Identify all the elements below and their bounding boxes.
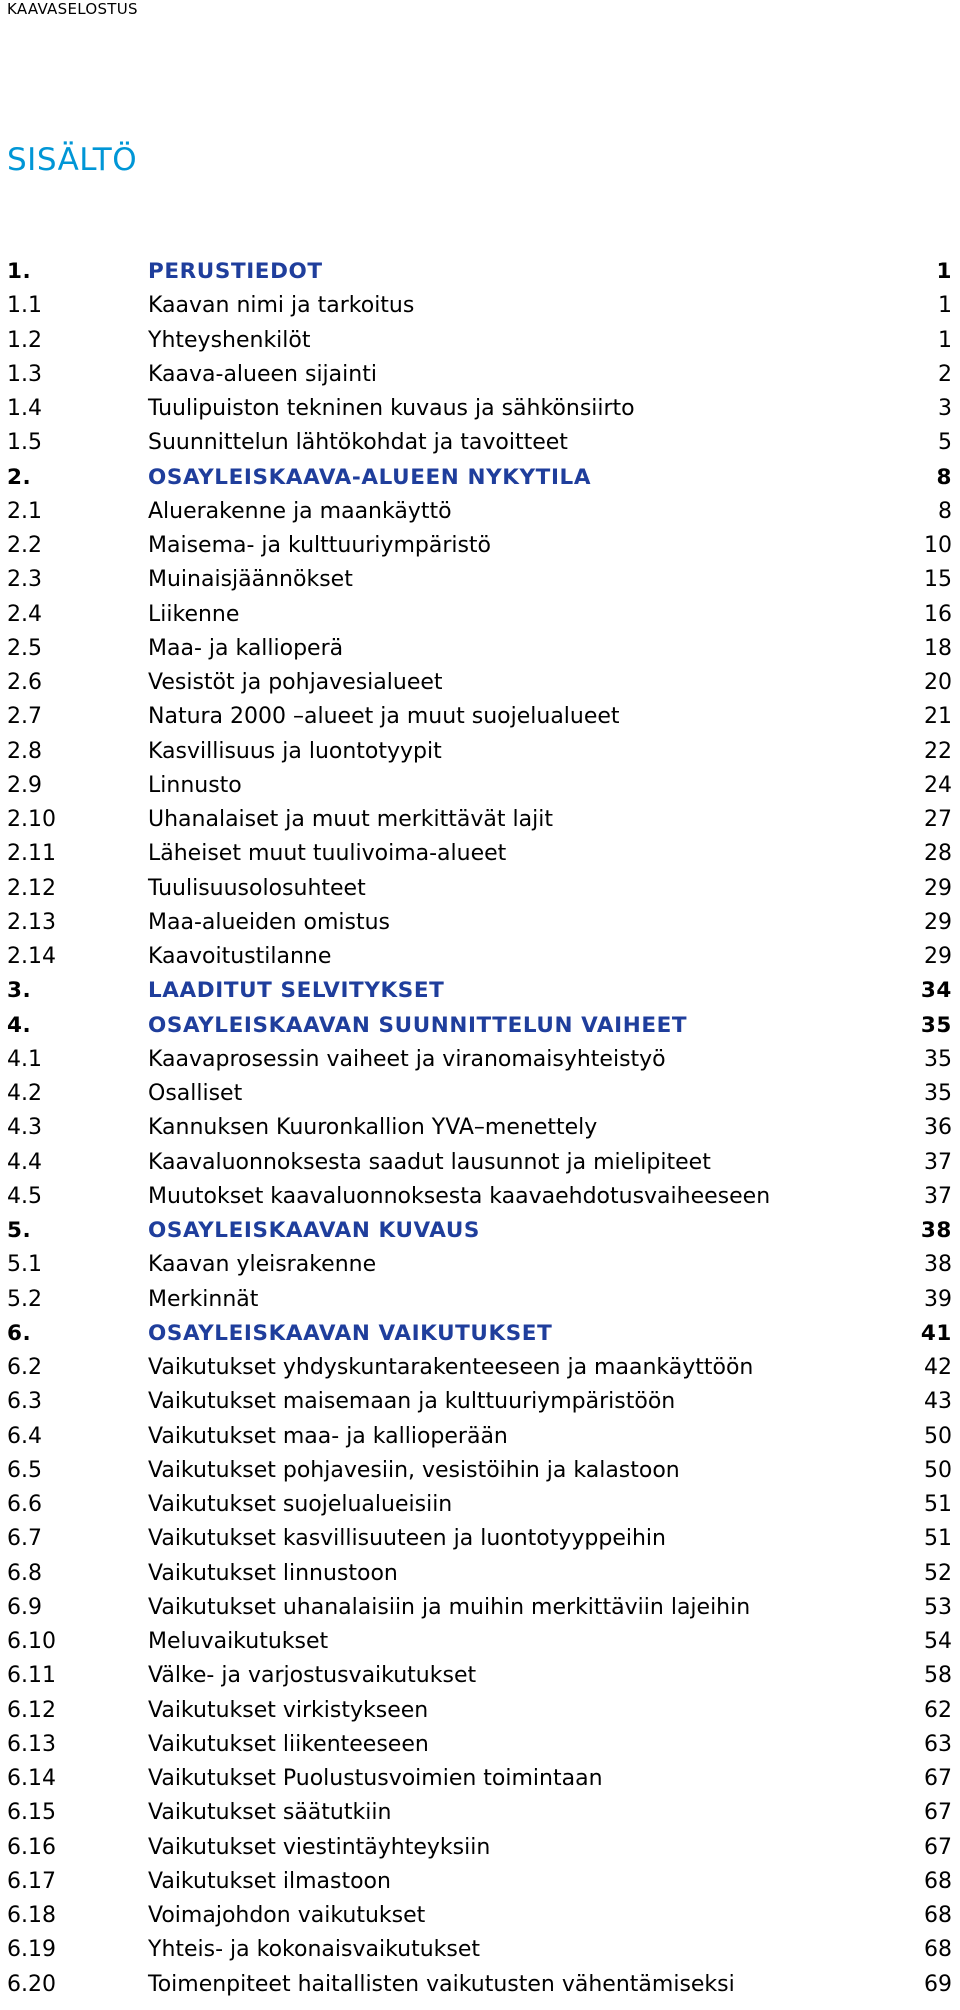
toc-row bbox=[0, 872, 960, 906]
toc-title: OSAYLEISKAAVAN SUUNNITTELUN VAIHEET bbox=[148, 1012, 688, 1038]
toc-title: Kaavan nimi ja tarkoitus bbox=[148, 293, 415, 319]
toc-row bbox=[0, 700, 960, 734]
toc-row bbox=[0, 1968, 960, 2002]
toc-number: 6.8 bbox=[7, 1560, 42, 1586]
toc-number: 4.2 bbox=[7, 1081, 42, 1106]
toc-row bbox=[0, 1899, 960, 1933]
toc-page-number: 39 bbox=[924, 1286, 952, 1312]
toc-number: 3. bbox=[7, 978, 32, 1004]
toc-page-number: 22 bbox=[924, 738, 952, 764]
toc-number: 6.14 bbox=[7, 1766, 56, 1791]
toc-page-number: 67 bbox=[924, 1834, 952, 1860]
toc-number: 6.12 bbox=[7, 1697, 56, 1723]
toc-title: LAADITUT SELVITYKSET bbox=[148, 978, 445, 1004]
toc-row bbox=[0, 529, 960, 563]
toc-page-number: 1 bbox=[936, 259, 952, 284]
toc-page-number: 58 bbox=[924, 1663, 952, 1689]
toc-number: 6.4 bbox=[7, 1423, 42, 1449]
toc-number: 6.9 bbox=[7, 1594, 42, 1620]
toc-title: Muutokset kaavaluonnoksesta kaavaehdotusvaiheeseen bbox=[148, 1183, 771, 1209]
toc-row bbox=[0, 426, 960, 460]
toc-number: 1.4 bbox=[7, 396, 42, 421]
toc-title: Liikenne bbox=[148, 601, 240, 627]
toc-number: 6.5 bbox=[7, 1457, 42, 1483]
toc-title: Suunnittelun lähtökohdat ja tavoitteet bbox=[148, 430, 568, 456]
toc-number: 2.9 bbox=[7, 772, 42, 798]
toc-row bbox=[0, 1694, 960, 1728]
toc-page-number: 28 bbox=[924, 841, 952, 867]
toc-number: 4.3 bbox=[7, 1115, 42, 1141]
toc-row bbox=[0, 1762, 960, 1796]
toc-number: 6.15 bbox=[7, 1800, 56, 1826]
toc-page-number: 35 bbox=[920, 1012, 952, 1038]
toc-row bbox=[0, 803, 960, 837]
page-title: SISÄLTÖ bbox=[7, 142, 138, 178]
toc-number: 2.10 bbox=[7, 807, 56, 832]
toc-row bbox=[0, 1043, 960, 1077]
toc-title: Vaikutukset Puolustusvoimien toimintaan bbox=[148, 1766, 603, 1791]
toc-row bbox=[0, 1111, 960, 1145]
toc-page-number: 62 bbox=[924, 1697, 952, 1723]
toc-title: Maa-alueiden omistus bbox=[148, 909, 390, 935]
toc-title: Vaikutukset linnustoon bbox=[148, 1560, 398, 1586]
toc-row bbox=[0, 324, 960, 358]
toc-row bbox=[0, 632, 960, 666]
toc-title: Vaikutukset maa- ja kallioperään bbox=[148, 1423, 508, 1449]
toc-number: 1.2 bbox=[7, 327, 42, 353]
toc-number: 6.10 bbox=[7, 1629, 56, 1654]
toc-row bbox=[0, 769, 960, 803]
toc-title: Toimenpiteet haitallisten vaikutusten vähentämiseksi bbox=[148, 1971, 735, 1997]
toc-number: 4.5 bbox=[7, 1183, 42, 1209]
toc-page-number: 36 bbox=[924, 1115, 952, 1141]
toc-row bbox=[0, 392, 960, 426]
toc-page-number: 5 bbox=[938, 430, 952, 456]
toc-row bbox=[0, 358, 960, 392]
toc-page-number: 27 bbox=[924, 807, 952, 832]
toc-row bbox=[0, 1728, 960, 1762]
toc-page-number: 16 bbox=[924, 601, 952, 627]
toc-number: 1.5 bbox=[7, 430, 42, 456]
toc-title: Läheiset muut tuulivoima-alueet bbox=[148, 841, 507, 867]
toc-number: 2. bbox=[7, 464, 32, 490]
toc-row bbox=[0, 1351, 960, 1385]
toc-row bbox=[0, 1248, 960, 1282]
toc-title: Maisema- ja kulttuuriympäristö bbox=[148, 533, 492, 558]
toc-title: Tuulipuiston tekninen kuvaus ja sähkönsiirto bbox=[148, 396, 635, 421]
toc-row bbox=[0, 495, 960, 529]
toc-page-number: 51 bbox=[924, 1492, 952, 1517]
toc-row bbox=[0, 598, 960, 632]
toc-title: Vaikutukset liikenteeseen bbox=[148, 1731, 429, 1757]
toc-row bbox=[0, 666, 960, 700]
toc-page-number: 50 bbox=[924, 1423, 952, 1449]
toc-number: 6.16 bbox=[7, 1834, 56, 1860]
toc-page-number: 10 bbox=[924, 533, 952, 558]
table-of-contents bbox=[0, 255, 960, 2002]
toc-row bbox=[0, 837, 960, 871]
toc-page-number: 53 bbox=[924, 1594, 952, 1620]
toc-page-number: 67 bbox=[924, 1766, 952, 1791]
toc-number: 4. bbox=[7, 1012, 32, 1038]
toc-row bbox=[0, 1385, 960, 1419]
toc-title: Vaikutukset suojelualueisiin bbox=[148, 1492, 453, 1517]
toc-row bbox=[0, 289, 960, 323]
toc-page-number: 35 bbox=[924, 1046, 952, 1072]
toc-row bbox=[0, 1831, 960, 1865]
toc-title: Kaavaprosessin vaiheet ja viranomaisyhteistyö bbox=[148, 1046, 666, 1072]
toc-number: 5. bbox=[7, 1218, 32, 1243]
toc-page-number: 3 bbox=[938, 396, 952, 421]
toc-page-number: 8 bbox=[938, 498, 952, 524]
toc-title: Vaikutukset pohjavesiin, vesistöihin ja kalastoon bbox=[148, 1457, 680, 1483]
toc-page-number: 29 bbox=[924, 944, 952, 969]
toc-number: 2.12 bbox=[7, 875, 56, 901]
toc-title: PERUSTIEDOT bbox=[148, 259, 323, 284]
toc-title: Vaikutukset säätutkiin bbox=[148, 1800, 392, 1826]
toc-section-row bbox=[0, 461, 960, 495]
toc-title: Natura 2000 –alueet ja muut suojelualueet bbox=[148, 704, 620, 730]
toc-number: 2.2 bbox=[7, 533, 42, 558]
toc-title: Yhteyshenkilöt bbox=[148, 327, 311, 353]
toc-page-number: 2 bbox=[938, 361, 952, 387]
toc-page-number: 38 bbox=[920, 1218, 952, 1243]
toc-number: 4.1 bbox=[7, 1046, 42, 1072]
toc-number: 1.1 bbox=[7, 293, 42, 319]
toc-row bbox=[0, 1077, 960, 1111]
toc-page-number: 35 bbox=[924, 1081, 952, 1106]
toc-number: 1.3 bbox=[7, 361, 42, 387]
toc-number: 5.2 bbox=[7, 1286, 42, 1312]
toc-title: Meluvaikutukset bbox=[148, 1629, 329, 1654]
toc-page-number: 1 bbox=[938, 327, 952, 353]
running-header: KAAVASELOSTUS bbox=[7, 0, 138, 18]
toc-page-number: 42 bbox=[924, 1355, 952, 1380]
toc-row bbox=[0, 1659, 960, 1693]
toc-page-number: 67 bbox=[924, 1800, 952, 1826]
toc-row bbox=[0, 1488, 960, 1522]
toc-row bbox=[0, 940, 960, 974]
toc-number: 2.4 bbox=[7, 601, 42, 627]
toc-title: Vaikutukset maisemaan ja kulttuuriympäristöön bbox=[148, 1389, 676, 1415]
toc-number: 6.3 bbox=[7, 1389, 42, 1415]
toc-number: 6.13 bbox=[7, 1731, 56, 1757]
toc-page-number: 51 bbox=[924, 1526, 952, 1552]
toc-page-number: 68 bbox=[924, 1937, 952, 1963]
toc-title: Vaikutukset virkistykseen bbox=[148, 1697, 429, 1723]
toc-title: Merkinnät bbox=[148, 1286, 259, 1312]
toc-number: 6.20 bbox=[7, 1971, 56, 1997]
toc-row bbox=[0, 1283, 960, 1317]
toc-page-number: 69 bbox=[924, 1971, 952, 1997]
toc-number: 6.11 bbox=[7, 1663, 56, 1689]
toc-title: Voimajohdon vaikutukset bbox=[148, 1903, 426, 1928]
toc-title: Kaavoitustilanne bbox=[148, 944, 332, 969]
toc-title: Linnusto bbox=[148, 772, 242, 798]
toc-number: 2.11 bbox=[7, 841, 56, 867]
toc-title: Vaikutukset kasvillisuuteen ja luontotyyppeihin bbox=[148, 1526, 666, 1552]
toc-page-number: 29 bbox=[924, 875, 952, 901]
toc-title: Vesistöt ja pohjavesialueet bbox=[148, 670, 443, 695]
toc-number: 2.3 bbox=[7, 567, 42, 593]
toc-section-row bbox=[0, 1009, 960, 1043]
toc-number: 6.2 bbox=[7, 1355, 42, 1380]
toc-title: Kannuksen Kuuronkallion YVA–menettely bbox=[148, 1115, 598, 1141]
toc-page-number: 68 bbox=[924, 1868, 952, 1894]
toc-page-number: 63 bbox=[924, 1731, 952, 1757]
toc-row bbox=[0, 1625, 960, 1659]
toc-number: 2.5 bbox=[7, 635, 42, 661]
toc-page-number: 54 bbox=[924, 1629, 952, 1654]
toc-title: Vaikutukset uhanalaisiin ja muihin merkittäviin lajeihin bbox=[148, 1594, 751, 1620]
toc-title: Kaava-alueen sijainti bbox=[148, 361, 377, 387]
toc-title: Uhanalaiset ja muut merkittävät lajit bbox=[148, 807, 553, 832]
toc-row bbox=[0, 1557, 960, 1591]
toc-row bbox=[0, 1591, 960, 1625]
toc-title: Maa- ja kallioperä bbox=[148, 635, 344, 661]
toc-number: 6.18 bbox=[7, 1903, 56, 1928]
toc-page-number: 29 bbox=[924, 909, 952, 935]
toc-page-number: 20 bbox=[924, 670, 952, 695]
toc-title: Muinaisjäännökset bbox=[148, 567, 353, 593]
toc-title: Vaikutukset viestintäyhteyksiin bbox=[148, 1834, 491, 1860]
toc-title: OSAYLEISKAAVA-ALUEEN NYKYTILA bbox=[148, 464, 592, 490]
toc-title: Kasvillisuus ja luontotyypit bbox=[148, 738, 442, 764]
toc-number: 2.8 bbox=[7, 738, 42, 764]
toc-row bbox=[0, 1180, 960, 1214]
toc-section-row bbox=[0, 1214, 960, 1248]
toc-page-number: 37 bbox=[924, 1149, 952, 1175]
toc-section-row bbox=[0, 974, 960, 1008]
toc-title: OSAYLEISKAAVAN VAIKUTUKSET bbox=[148, 1320, 553, 1346]
toc-number: 2.1 bbox=[7, 498, 42, 524]
toc-row bbox=[0, 563, 960, 597]
toc-page-number: 43 bbox=[924, 1389, 952, 1415]
toc-number: 2.6 bbox=[7, 670, 42, 695]
toc-number: 2.14 bbox=[7, 944, 56, 969]
toc-row bbox=[0, 1522, 960, 1556]
toc-number: 5.1 bbox=[7, 1252, 42, 1278]
toc-row bbox=[0, 1146, 960, 1180]
toc-section-row bbox=[0, 255, 960, 289]
toc-page-number: 24 bbox=[924, 772, 952, 798]
toc-page-number: 15 bbox=[924, 567, 952, 593]
toc-title: Kaavan yleisrakenne bbox=[148, 1252, 377, 1278]
toc-page-number: 18 bbox=[924, 635, 952, 661]
toc-number: 6.19 bbox=[7, 1937, 56, 1963]
toc-page-number: 68 bbox=[924, 1903, 952, 1928]
toc-page-number: 1 bbox=[938, 293, 952, 319]
toc-row bbox=[0, 906, 960, 940]
toc-page-number: 21 bbox=[924, 704, 952, 730]
toc-title: Yhteis- ja kokonaisvaikutukset bbox=[148, 1937, 481, 1963]
toc-title: Osalliset bbox=[148, 1081, 243, 1106]
toc-row bbox=[0, 735, 960, 769]
toc-number: 6.7 bbox=[7, 1526, 42, 1552]
toc-section-row bbox=[0, 1317, 960, 1351]
toc-page-number: 41 bbox=[920, 1320, 952, 1346]
toc-row bbox=[0, 1865, 960, 1899]
toc-page-number: 50 bbox=[924, 1457, 952, 1483]
toc-title: Tuulisuusolosuhteet bbox=[148, 875, 366, 901]
toc-number: 6.17 bbox=[7, 1868, 56, 1894]
toc-title: OSAYLEISKAAVAN KUVAUS bbox=[148, 1218, 481, 1243]
toc-title: Välke- ja varjostusvaikutukset bbox=[148, 1663, 477, 1689]
toc-number: 1. bbox=[7, 259, 32, 284]
toc-row bbox=[0, 1933, 960, 1967]
toc-title: Kaavaluonnoksesta saadut lausunnot ja mielipiteet bbox=[148, 1149, 711, 1175]
toc-number: 6.6 bbox=[7, 1492, 42, 1517]
toc-title: Aluerakenne ja maankäyttö bbox=[148, 498, 452, 524]
toc-number: 4.4 bbox=[7, 1149, 42, 1175]
toc-title: Vaikutukset ilmastoon bbox=[148, 1868, 391, 1894]
toc-row bbox=[0, 1420, 960, 1454]
toc-title: Vaikutukset yhdyskuntarakenteeseen ja maankäyttöön bbox=[148, 1355, 754, 1380]
toc-page-number: 37 bbox=[924, 1183, 952, 1209]
toc-number: 2.7 bbox=[7, 704, 42, 730]
toc-page-number: 52 bbox=[924, 1560, 952, 1586]
toc-number: 6. bbox=[7, 1320, 32, 1346]
toc-row bbox=[0, 1796, 960, 1830]
toc-page-number: 8 bbox=[936, 464, 952, 490]
toc-row bbox=[0, 1454, 960, 1488]
toc-page-number: 34 bbox=[920, 978, 952, 1004]
toc-page-number: 38 bbox=[924, 1252, 952, 1278]
toc-number: 2.13 bbox=[7, 909, 56, 935]
